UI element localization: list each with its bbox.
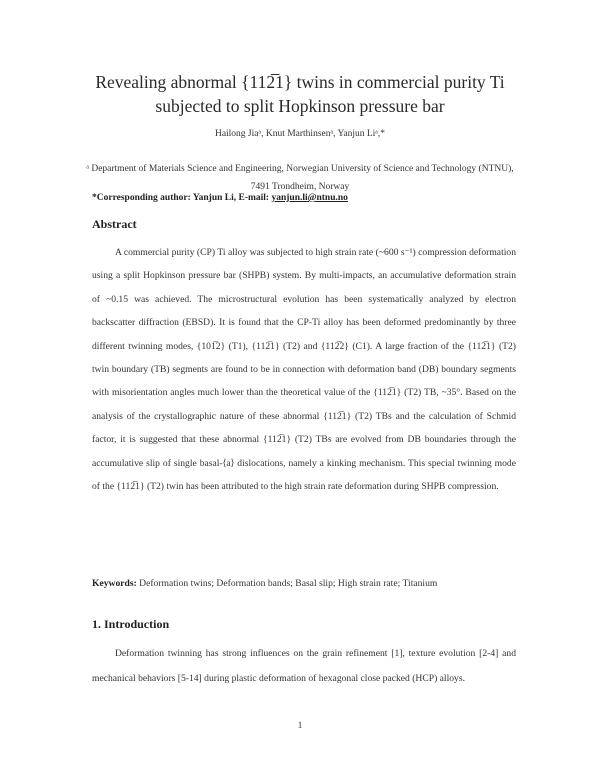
keywords-label: Keywords: <box>92 578 137 589</box>
corresponding-author <box>92 193 348 203</box>
keywords <box>92 578 516 589</box>
corresponding-author-label: *Corresponding author: Yanjun Li, E-mail: <box>92 193 272 203</box>
affiliation-line-1: ᵃ Department of Materials Science and Engineering, Norwegian University of Science and Technology (NTNU), <box>86 164 514 174</box>
introduction-heading: 1. Introduction <box>92 617 170 631</box>
introduction-text-block <box>92 641 516 691</box>
keywords-text: Deformation twins; Deformation bands; Basal slip; High strain rate; Titanium <box>136 578 438 589</box>
paper-title-line-2: subjected to split Hopkinson pressure bar <box>155 96 445 116</box>
abstract-heading: Abstract <box>92 217 137 231</box>
abstract-text: A commercial purity (CP) Ti alloy was subjected to high strain rate (~600 s⁻¹) compression deformation using a split Hopkinson pressure bar (SHPB) system. By multi-impacts, an accumulative deformation strain of ~0.15 was achieved. The microstructural evolution has been systematically analyzed by electron backscatter diffraction (EBSD). It is found that the CP-Ti alloy has been deformed predominantly by three different twinning modes, {101̅2} (T1), {112̅1} (T2) and {112̅2} (C1). A large fraction of the {112̅1} (T2) twin boundary (TB) segments are found to be in connection with deformation band (DB) boundary segments with misorientation angles much lower than the theoretical value of the {112̅1} (T2) TB, ~35°. Based on the analysis of the crystallographic nature of these abnormal {112̅1} (T2) TBs and the calculation of Schmid factor, it is suggested that these abnormal {112̅1} (T2) TBs are evolved from DB boundaries through the accumulative slip of single basal-⟨a⟩ dislocations, namely a kinking mechanism. This special twinning mode of the {112̅1} (T2) twin has been attributed to the high strain rate deformation during SHPB compression. <box>92 247 516 493</box>
introduction-text: Deformation twinning has strong influences on the grain refinement [1], texture evolution [2-4] and mechanical behaviors [5-14] during plastic deformation of hexagonal close packed (HCP) alloys. <box>92 648 516 684</box>
affiliation <box>80 160 520 196</box>
abstract-text-block <box>92 241 516 498</box>
page-number: 1 <box>297 720 303 730</box>
paper-title-line-1: Revealing abnormal {112̅1} twins in commercial purity Ti <box>95 72 505 92</box>
affiliation-line-2: 7491 Trondheim, Norway <box>250 182 350 192</box>
paper-title <box>60 70 540 118</box>
corresponding-email-link[interactable]: yanjun.li@ntnu.no <box>271 193 348 203</box>
author-list: Hailong Jiaᵃ, Knut Marthinsenᵃ, Yanjun Liᵃ,* <box>214 129 386 139</box>
